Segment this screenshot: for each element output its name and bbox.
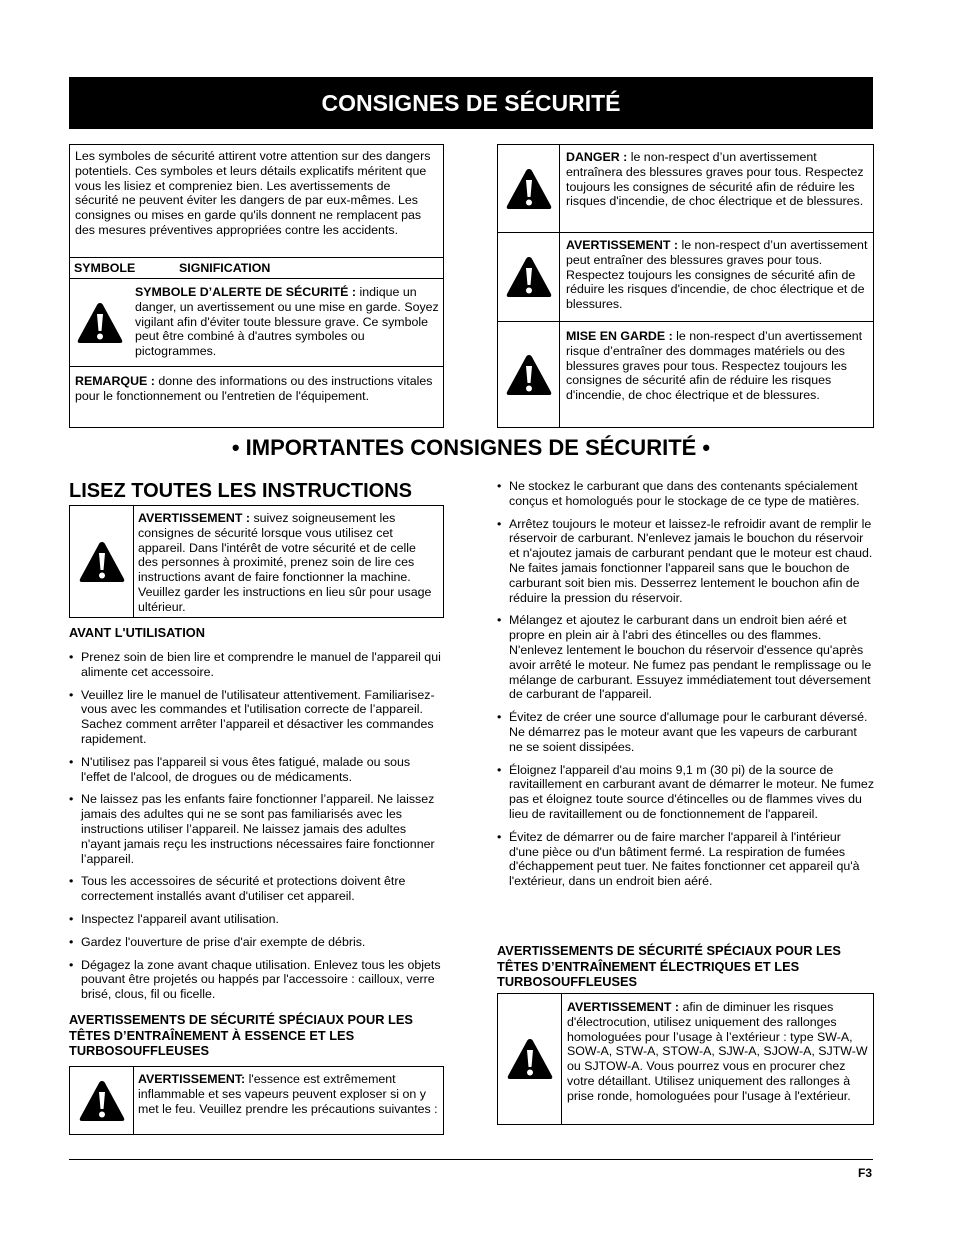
warning-label: AVERTISSEMENT : (566, 238, 678, 252)
read-heading: LISEZ TOUTES LES INSTRUCTIONS (69, 480, 412, 502)
col-signification: SIGNIFICATION (179, 261, 271, 275)
list-item: • Évitez de démarrer ou de faire marcher l'appareil à l'intérieur d'une pièce ou d'un bâtiment fermé. La respiration de fumées d'échappement peut tuer. Ne faites fonctionner cet appareil qu'à l'extérieur, dans un endroit bien aéré. (497, 830, 874, 889)
caution-row (498, 322, 873, 427)
before-use-list (69, 650, 441, 1010)
list-item: • Évitez de créer une source d'allumage pour le carburant déversé. Ne démarrez pas le moteur avant que les vapeurs de carburant ne se soient dissipées. (497, 710, 874, 754)
note-label: REMARQUE : (75, 374, 155, 388)
danger-row (498, 145, 873, 233)
caution-icon-cell (498, 322, 560, 427)
danger-label: DANGER : (566, 150, 628, 164)
warning-triangle-icon (506, 1037, 554, 1081)
list-item: • Éloignez l'appareil d'au moins 9,1 m (30 pi) de la source de ravitaillement en carburant avant de démarrer le moteur. Ne fumez pas et éloignez toute source d'étincelles ou de flammes vives du lieu de ravitaillement ou de fonctionnement de l'appareil. (497, 763, 874, 822)
page-number: F3 (857, 1166, 872, 1180)
list-item: • Gardez l'ouverture de prise d'air exempte de débris. (69, 935, 441, 950)
fuel-list (497, 479, 874, 897)
electric-section-heading: AVERTISSEMENTS DE SÉCURITÉ SPÉCIAUX POUR LES TÊTES D’ENTRAÎNEMENT ÉLECTRIQUES ET LES TURBOSOUFFLEUSES (497, 943, 841, 989)
important-heading: • IMPORTANTES CONSIGNES DE SÉCURITÉ • (231, 435, 711, 460)
alert-row (70, 279, 443, 367)
page-title: CONSIGNES DE SÉCURITÉ (69, 77, 873, 129)
gas-warning-box (69, 1066, 444, 1135)
note-row (70, 367, 443, 404)
warning-triangle-icon (505, 255, 553, 299)
read-warning-text-cell (134, 506, 443, 617)
read-warning-label: AVERTISSEMENT : (138, 511, 250, 525)
caution-label: MISE EN GARDE : (566, 329, 673, 343)
electric-warning-box (497, 993, 874, 1125)
gas-warning-text-cell (134, 1067, 443, 1134)
symbol-table-header (70, 257, 443, 279)
caution-text: le non-respect d’un avertissement risque d’entraîner des dommages matériels ou des blessures graves pour tous. Respectez toujours les consignes de sécurité afin de réduire les risques d'incendie, de choc électrique et de blessures. (566, 329, 863, 403)
signal-words-table (497, 144, 874, 428)
alert-text: indique un danger, un avertissement ou une mise en garde. Soyez vigilant afin d'éviter toute blessure grave. Ce symbole peut être combiné à d'autres symboles ou pictogrammes. (135, 285, 439, 359)
caution-definition (560, 322, 873, 427)
warning-triangle-icon (78, 540, 126, 584)
warning-row (498, 233, 873, 322)
gas-section-heading: AVERTISSEMENTS DE SÉCURITÉ SPÉCIAUX POUR LES TÊTES D’ENTRAÎNEMENT À ESSENCE ET LES TURBOSOUFFLEUSES (69, 1012, 413, 1058)
danger-text: le non-respect d’un avertissement entraînera des blessures graves pour tous. Respectez toujours les consignes de sécurité afin de réduire les risques d'incendie, de choc électrique et de blessures. (566, 150, 864, 209)
danger-icon-cell (498, 145, 560, 232)
symbol-table (69, 144, 444, 428)
warning-triangle-icon (76, 301, 124, 345)
list-item: • Mélangez et ajoutez le carburant dans un endroit bien aéré et propre en plein air à l'abri des étincelles ou des flammes. N'enlevez lentement le bouchon du réservoir d'essence qu'après avoir arrêté le moteur. Ne fumez pas pendant le remplissage ou le mélange de carburant. Essuyez immédiatement tout déversement de carburant de l'appareil. (497, 613, 874, 702)
list-item: • Prenez soin de bien lire et comprendre le manuel de l'appareil qui alimente cet accessoire. (69, 650, 441, 680)
gas-warning-icon-cell (70, 1067, 134, 1134)
gas-warning-label: AVERTISSEMENT: (138, 1072, 246, 1086)
list-item: • Dégagez la zone avant chaque utilisation. Enlevez tous les objets pouvant être projetés ou happés par l'accessoire : cailloux, verre brisé, clous, fil ou ficelle. (69, 958, 441, 1002)
read-warning-text: suivez soigneusement les consignes de sécurité lorsque vous utilisez cet appareil. Dans l'intérêt de votre sécurité et de celle des personnes à proximité, prenez soin de lire ces instructions avant de faire fonctionner la machine. Veuillez garder les instructions en lieu sûr pour usage ultérieur. (138, 511, 432, 614)
warning-icon-cell (498, 233, 560, 321)
electric-warning-icon-cell (498, 994, 562, 1124)
list-item: • N'utilisez pas l'appareil si vous êtes fatigué, malade ou sous l'effet de l'alcool, de drogues ou de médicaments. (69, 755, 441, 785)
alert-definition (130, 279, 443, 366)
read-warning-box (69, 505, 444, 618)
before-use-heading: AVANT L'UTILISATION (69, 625, 205, 640)
warning-triangle-icon (505, 167, 553, 211)
warning-triangle-icon (78, 1079, 126, 1123)
electric-warning-label: AVERTISSEMENT : (567, 1000, 679, 1014)
list-item: • Ne laissez pas les enfants faire fonctionner l’appareil. Ne laissez jamais des adultes qui ne se sont pas familiarisés avec les instructions utiliser l’appareil. Ne laissez jamais des adultes n'ayant jamais reçu les instructions nécessaires faire fonctionner l’appareil. (69, 792, 441, 866)
note-text: donne des informations ou des instructions vitales pour le fonctionnement ou l'entretien de l'équipement. (75, 374, 433, 403)
electric-warning-text-cell (562, 994, 873, 1124)
alert-label: SYMBOLE D’ALERTE DE SÉCURITÉ : (135, 285, 356, 299)
list-item: • Inspectez l'appareil avant utilisation. (69, 912, 441, 927)
footer-divider (69, 1159, 873, 1160)
list-item: • Tous les accessoires de sécurité et protections doivent être correctement installés avant d'utiliser cet appareil. (69, 874, 441, 904)
gas-warning-text: l'essence est extrêmement inflammable et ses vapeurs peuvent exploser si on y met le feu. Veuillez prendre les précautions suivantes : (138, 1072, 438, 1116)
electric-warning-text: afin de diminuer les risques d'électrocution, utilisez uniquement des rallonges homologuées pour l’usage à l’extérieur : type SW-A, SOW-A, STW-A, STOW-A, SJW-A, SJOW-A, SJTW-W ou SJTOW-A. Vous pourrez vous en procurer chez votre détaillant. Utilisez uniquement des rallonges à prise ronde, homologuées pour l'usage à l'extérieur. (567, 1000, 868, 1103)
warning-text: le non-respect d’un avertissement peut entraîner des blessures graves pour tous. Respectez toujours les consignes de sécurité afin de réduire les risques d'incendie, de choc électrique et de blessures. (566, 238, 868, 312)
col-symbole: SYMBOLE (74, 261, 136, 275)
intro-text: Les symboles de sécurité attirent votre attention sur des dangers potentiels. Ces symboles et leurs détails explicatifs méritent que vous les lisiez et compreniez bien. Les avertissements de sécurité ne peuvent éviter les dangers de par eux-mêmes. Les consignes ou mises en garde qu'ils donnent ne remplacent pas des mesures préventives appropriées contre les accidents. (75, 149, 431, 237)
alert-icon-cell (70, 279, 130, 366)
warning-definition (560, 233, 873, 321)
danger-definition (560, 145, 873, 232)
list-item: • Ne stockez le carburant que dans des contenants spécialement conçus et homologués pour le stockage de ce type de matières. (497, 479, 874, 509)
list-item: • Arrêtez toujours le moteur et laissez-le refroidir avant de remplir le réservoir de carburant. N'enlevez jamais le bouchon du réservoir et n'ajoutez jamais de carburant pendant que le moteur est chaud. Ne faites jamais fonctionner l'appareil sans que le bouchon de carburant soit bien mis. Desserrez lentement le bouchon afin de réduire la pression du réservoir. (497, 517, 874, 606)
list-item: • Veuillez lire le manuel de l'utilisateur attentivement. Familiarisez-vous avec les commandes et l'utilisation correcte de l’appareil. Sachez comment arrêter l’appareil et désactiver les commandes rapidement. (69, 688, 441, 747)
warning-triangle-icon (505, 353, 553, 397)
read-warning-icon-cell (70, 506, 134, 617)
